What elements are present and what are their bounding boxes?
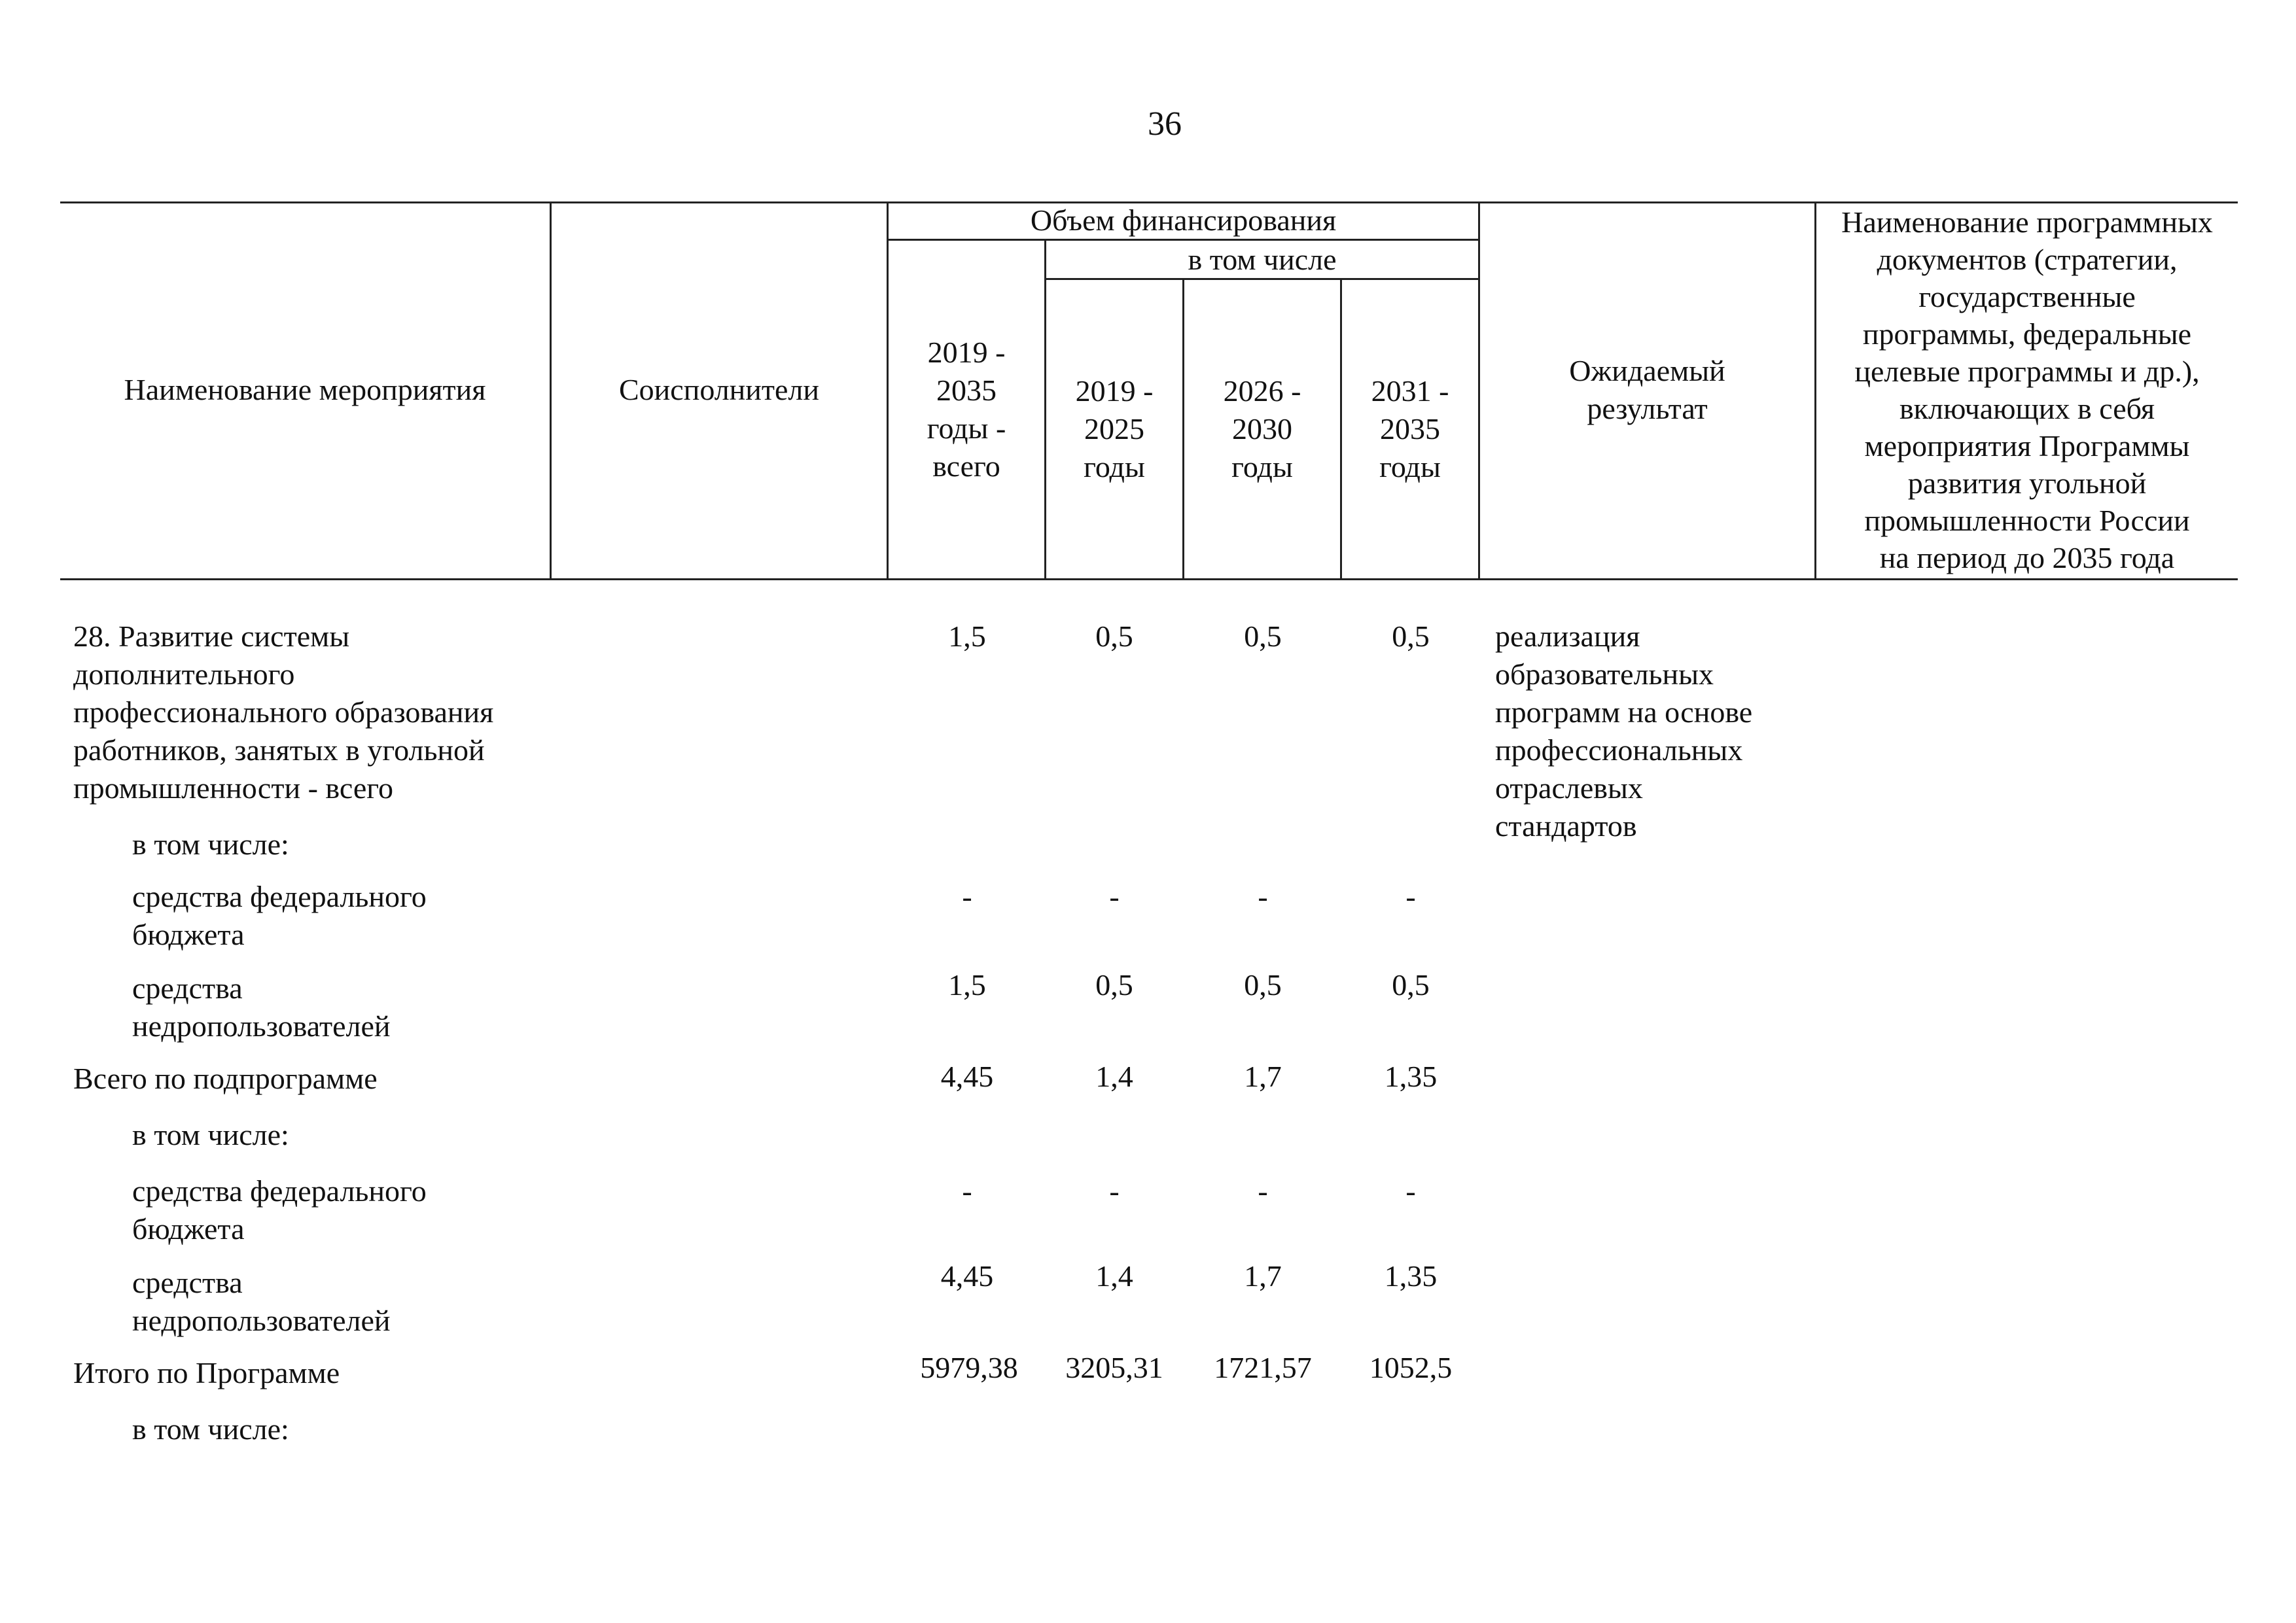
item-28-result-line: стандартов [1495, 809, 1637, 843]
header-period-1-line: годы [1084, 450, 1145, 483]
page-number: 36 [1148, 105, 1182, 143]
subprogram-subsoil-label [132, 1264, 391, 1340]
item-28-subsoil-p1: 0,5 [1095, 968, 1133, 1002]
header-period-3 [1342, 280, 1478, 578]
subprogram-subsoil-label-line: средства [132, 1266, 243, 1299]
subprogram-federal-p1: - [1109, 1174, 1120, 1208]
header-funding: Объем финансирования [1030, 203, 1337, 237]
program-p1: 3205,31 [1065, 1351, 1163, 1384]
program-p2: 1721,57 [1214, 1351, 1312, 1384]
subprogram-p2: 1,7 [1244, 1060, 1282, 1093]
header-result-line: Ожидаемый [1569, 354, 1725, 387]
header-coexecutors: Соисполнители [618, 373, 819, 406]
item-28-name-line: работников, занятых в угольной [73, 733, 485, 767]
header-period-1 [1046, 280, 1182, 578]
header-period-1-line: 2025 [1084, 412, 1144, 445]
item-28-name-line: дополнительного [73, 657, 295, 691]
item-28-name [73, 618, 557, 807]
item-28-subsoil-label-line: недропользователей [132, 1009, 391, 1043]
item-28-total: 1,5 [948, 620, 986, 653]
item-28-name-line: промышленности - всего [73, 771, 393, 805]
header-period-2-line: 2030 [1232, 412, 1292, 445]
subprogram-subsoil-p2: 1,7 [1244, 1259, 1282, 1293]
subprogram-total: 4,45 [940, 1060, 994, 1093]
program-p3: 1052,5 [1369, 1351, 1453, 1384]
header-period-3-line: 2035 [1380, 412, 1440, 445]
header-documents-line: включающих в себя [1899, 392, 2155, 425]
item-28-federal-label-line: бюджета [132, 918, 245, 951]
item-28-name-line: 28. Развитие системы [73, 620, 350, 653]
subprogram-federal-p3: - [1405, 1174, 1416, 1208]
item-28-p3: 0,5 [1392, 620, 1430, 653]
program-total: 5979,38 [920, 1351, 1018, 1384]
item-28-p2: 0,5 [1244, 620, 1282, 653]
header-total-period-line: 2035 [936, 374, 997, 407]
header-total-period-line: 2019 - [927, 336, 1006, 369]
item-28-name-line: профессионального образования [73, 695, 494, 729]
item-28-result-line: профессиональных [1495, 733, 1743, 767]
item-28-result-line: программ на основе [1495, 695, 1753, 729]
header-documents [1816, 201, 2238, 578]
item-28-p1: 0,5 [1095, 620, 1133, 653]
subprogram-p3: 1,35 [1384, 1060, 1438, 1093]
item-28-result-line: отраслевых [1495, 771, 1643, 805]
header-documents-line: государственные [1918, 280, 2136, 313]
subprogram-federal-total: - [962, 1174, 972, 1208]
header-period-3-line: 2031 - [1371, 374, 1449, 408]
header-result-line: результат [1587, 392, 1708, 425]
item-28-result [1495, 618, 1809, 845]
subprogram-federal-label [132, 1172, 427, 1248]
subprogram-subsoil-p1: 1,4 [1095, 1259, 1133, 1293]
item-28-subsoil-p3: 0,5 [1392, 968, 1430, 1002]
subprogram-subsoil-total: 4,45 [940, 1259, 994, 1293]
header-documents-line: Наименование программных [1841, 205, 2213, 239]
header-documents-line: промышленности России [1864, 504, 2190, 537]
item-28-federal-total: - [962, 880, 972, 913]
header-documents-line: развития угольной [1907, 466, 2147, 500]
header-documents-line: программы, федеральные [1862, 317, 2192, 351]
item-28-federal-p3: - [1405, 880, 1416, 913]
subprogram-federal-label-line: бюджета [132, 1212, 245, 1246]
header-bottom-border [60, 578, 2238, 580]
header-total-period [889, 241, 1044, 578]
program-total-label: Итого по Программе [73, 1356, 340, 1389]
header-including: в том числе [1188, 242, 1337, 276]
header-documents-line: документов (стратегии, [1877, 243, 2178, 276]
subprogram-including: в том числе: [132, 1118, 289, 1151]
header-period-2-line: годы [1231, 450, 1293, 483]
item-28-subsoil-total: 1,5 [948, 968, 986, 1002]
subprogram-subsoil-label-line: недропользователей [132, 1304, 391, 1337]
header-period-2 [1184, 280, 1340, 578]
item-28-federal-p1: - [1109, 880, 1120, 913]
header-result [1480, 201, 1814, 578]
subprogram-federal-label-line: средства федерального [132, 1174, 427, 1208]
item-28-subsoil-p2: 0,5 [1244, 968, 1282, 1002]
header-name: Наименование мероприятия [124, 373, 486, 406]
item-28-federal-label-line: средства федерального [132, 880, 427, 913]
header-documents-line: целевые программы и др.), [1854, 355, 2200, 388]
header-period-2-line: 2026 - [1223, 374, 1301, 408]
item-28-subsoil-label [132, 969, 391, 1045]
item-28-result-line: реализация [1495, 620, 1640, 653]
subprogram-total-label: Всего по подпрограмме [73, 1062, 378, 1095]
header-documents-line: мероприятия Программы [1864, 429, 2190, 462]
header-period-1-line: 2019 - [1075, 374, 1154, 408]
item-28-subsoil-label-line: средства [132, 971, 243, 1005]
subprogram-subsoil-p3: 1,35 [1384, 1259, 1438, 1293]
header-total-period-line: всего [932, 449, 1000, 483]
item-28-result-line: образовательных [1495, 657, 1714, 691]
header-documents-line: на период до 2035 года [1879, 541, 2175, 574]
header-total-period-line: годы - [927, 411, 1006, 445]
header-period-3-line: годы [1379, 450, 1441, 483]
subprogram-p1: 1,4 [1095, 1060, 1133, 1093]
item-28-federal-p2: - [1258, 880, 1268, 913]
subprogram-federal-p2: - [1258, 1174, 1268, 1208]
item-28-including: в том числе: [132, 828, 289, 861]
item-28-federal-label [132, 878, 427, 954]
program-including: в том числе: [132, 1412, 289, 1446]
